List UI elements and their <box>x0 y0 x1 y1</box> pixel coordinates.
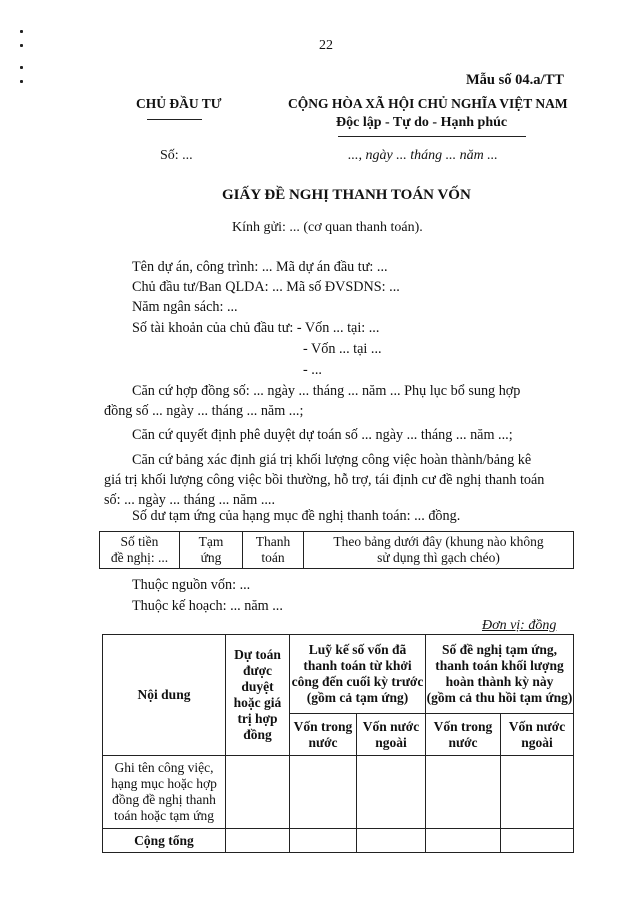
page-number: 22 <box>319 38 333 53</box>
plan-year: Thuộc kế hoạch: ... năm ... <box>132 598 283 614</box>
empty-cell <box>357 829 426 853</box>
advance-label-1: Tạm <box>198 534 224 549</box>
work-item-cell: Ghi tên công việc, hạng mục hoặc hợp đồng đề nghị thanh toán hoặc tạm ứng <box>103 756 226 829</box>
advance-label-2: ứng <box>200 550 222 565</box>
empty-cell <box>501 756 574 829</box>
motto-underline <box>338 136 526 137</box>
accumulated-domestic: Vốn trong nước <box>290 714 357 756</box>
proposed-header: Số đề nghị tạm ứng, thanh toán khối lượng hoàn thành kỳ này (gồm cả thu hồi tạm ứng) <box>426 635 574 714</box>
decision-basis: Căn cứ quyết định phê duyệt dự toán số ... ngày ... tháng ... năm ...; <box>132 427 513 443</box>
volume-basis-line-3: số: ... ngày ... tháng ... năm .... <box>104 492 276 508</box>
investor-heading: CHỦ ĐẦU TƯ <box>136 96 222 111</box>
binding-mark <box>20 44 23 47</box>
empty-cell <box>226 829 290 853</box>
unit-note: Đơn vị: đồng <box>482 618 557 633</box>
proposed-foreign: Vốn nước ngoài <box>501 714 574 756</box>
content-header: Nội dung <box>103 635 226 756</box>
empty-cell <box>501 829 574 853</box>
estimate-header: Dự toán được duyệt hoặc giá trị hợp đồng <box>226 635 290 756</box>
binding-mark <box>20 66 23 69</box>
volume-basis-line-2: giá trị khối lượng công việc bồi thường, hỗ trợ, tái định cư đề nghị thanh toán <box>104 472 545 488</box>
account-line-2: - Vốn ... tại ... <box>303 341 382 357</box>
table-row <box>103 756 574 829</box>
empty-cell <box>290 756 357 829</box>
amount-cell <box>100 532 180 569</box>
proposed-domestic: Vốn trong nước <box>426 714 501 756</box>
total-label: Cộng tổng <box>103 829 226 853</box>
advance-cell <box>180 532 243 569</box>
binding-mark <box>20 80 23 83</box>
payment-label-1: Thanh <box>255 534 291 549</box>
payment-type-table <box>99 531 574 569</box>
addressee: Kính gửi: ... (cơ quan thanh toán). <box>232 220 423 235</box>
document-number: Số: ... <box>160 148 193 163</box>
payment-detail-table <box>102 634 574 853</box>
empty-cell <box>226 756 290 829</box>
empty-cell <box>426 756 501 829</box>
amount-label-1: Số tiền <box>120 534 159 549</box>
empty-cell <box>290 829 357 853</box>
according-label-1: Theo bảng dưới đây (khung nào không <box>333 534 544 549</box>
project-line: Tên dự án, công trình: ... Mã dự án đầu tư: ... <box>132 259 388 275</box>
according-label-2: sử dụng thì gạch chéo) <box>377 550 500 565</box>
contract-basis-line-2: đồng số ... ngày ... tháng ... năm ...; <box>104 403 304 419</box>
budget-year-line: Năm ngân sách: ... <box>132 299 238 315</box>
empty-cell <box>357 756 426 829</box>
investor-line: Chủ đầu tư/Ban QLDA: ... Mã số ĐVSDNS: ... <box>132 279 400 295</box>
according-table-cell <box>304 532 574 569</box>
place-date: ..., ngày ... tháng ... năm ... <box>348 148 498 163</box>
nation-heading: CỘNG HÒA XÃ HỘI CHỦ NGHĨA VIỆT NAM <box>288 96 568 111</box>
capital-source: Thuộc nguồn vốn: ... <box>132 577 251 593</box>
account-line-3: - ... <box>303 362 322 378</box>
form-number: Mẫu số 04.a/TT <box>466 72 564 88</box>
document-title: GIẤY ĐỀ NGHỊ THANH TOÁN VỐN <box>222 187 471 203</box>
payment-label-2: toán <box>261 550 285 565</box>
total-row <box>103 829 574 853</box>
binding-mark <box>20 30 23 33</box>
motto: Độc lập - Tự do - Hạnh phúc <box>336 115 508 130</box>
accumulated-header: Luỹ kế số vốn đã thanh toán từ khởi công đến cuối kỳ trước (gồm cả tạm ứng) <box>290 635 426 714</box>
volume-basis-line-1: Căn cứ bảng xác định giá trị khối lượng công việc hoàn thành/bảng kê <box>132 452 532 468</box>
empty-cell <box>426 829 501 853</box>
contract-basis-line-1: Căn cứ hợp đồng số: ... ngày ... tháng ... năm ... Phụ lục bổ sung hợp <box>132 383 521 399</box>
investor-underline <box>147 119 202 120</box>
payment-cell <box>243 532 304 569</box>
amount-label-2: đề nghị: ... <box>110 550 169 565</box>
accumulated-foreign: Vốn nước ngoài <box>357 714 426 756</box>
account-line-1: Số tài khoản của chủ đầu tư: - Vốn ... tại: ... <box>132 320 380 336</box>
advance-balance: Số dư tạm ứng của hạng mục đề nghị thanh toán: ... đồng. <box>132 508 461 524</box>
